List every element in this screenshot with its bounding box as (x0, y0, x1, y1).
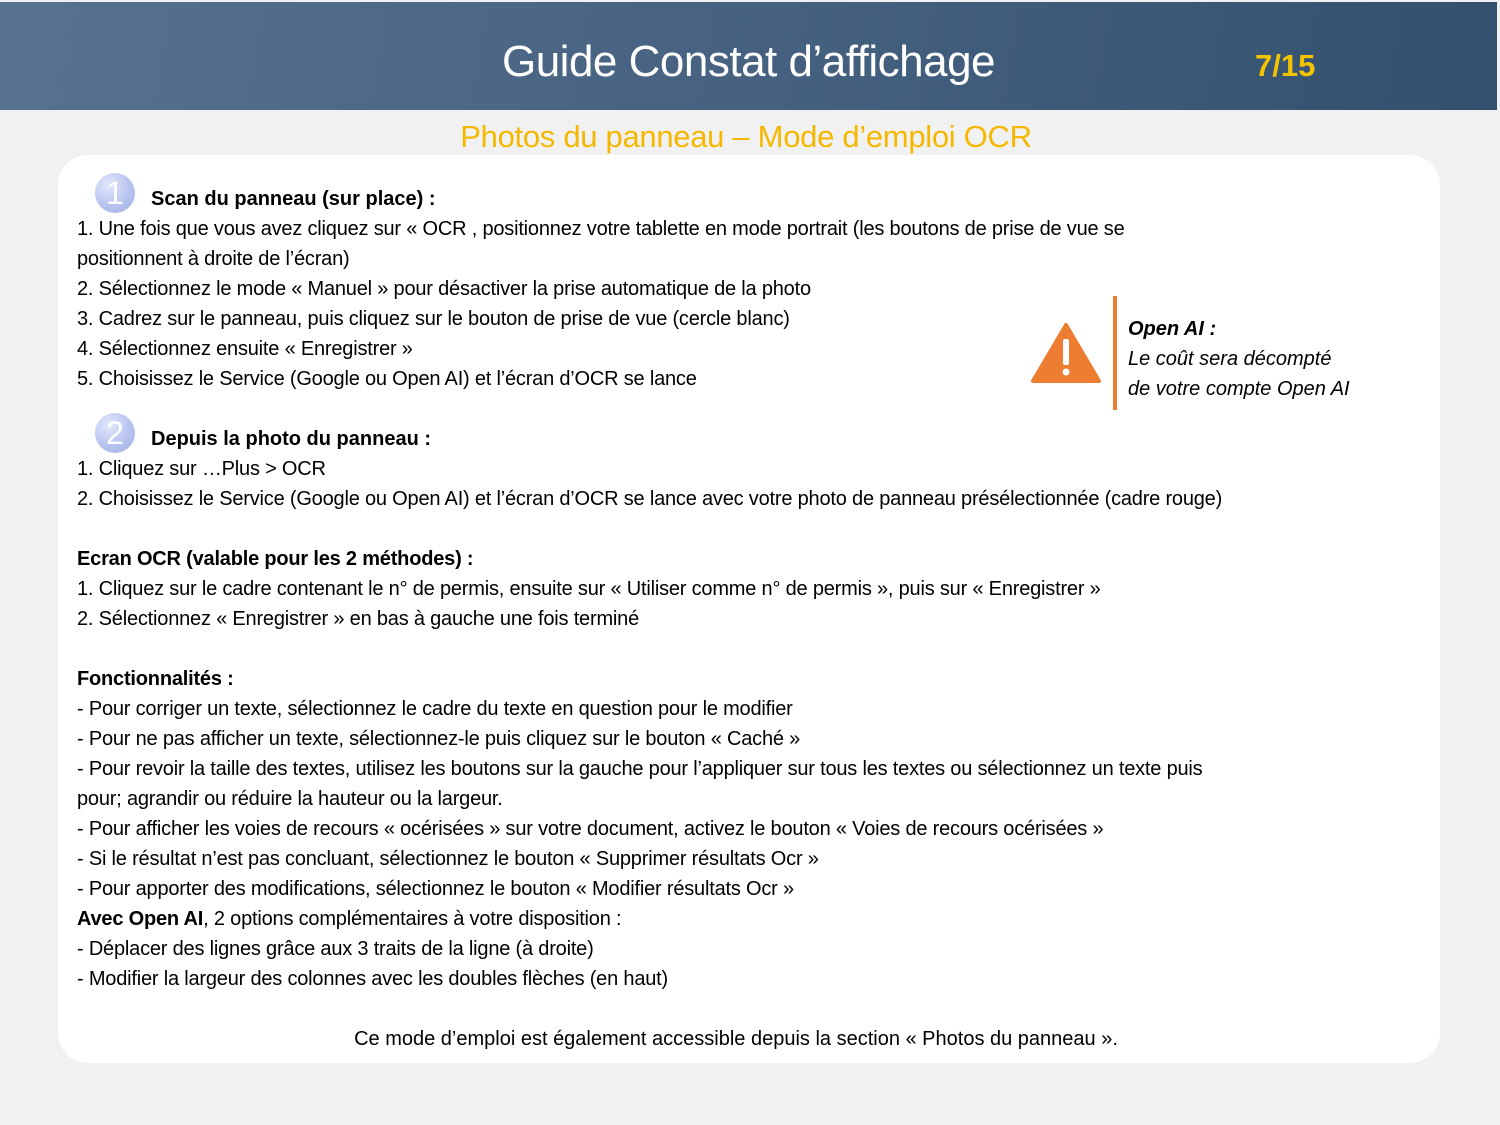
feature-line: - Pour corriger un texte, sélectionnez le cadre du texte en question pour le modifier (77, 698, 793, 720)
ecran-ocr-title: Ecran OCR (valable pour les 2 méthodes) : (77, 548, 474, 570)
openai-bold-label: Avec Open AI (77, 908, 204, 930)
feature-line: pour; agrandir ou réduire la hauteur ou la largeur. (77, 788, 503, 810)
feature-line: - Pour revoir la taille des textes, utilisez les boutons sur la gauche pour l’appliquer sur tous les textes ou sélectionnez un texte puis (77, 758, 1203, 780)
section-1-title: Scan du panneau (sur place) : (151, 188, 436, 210)
section-1-line: positionnent à droite de l’écran) (77, 248, 350, 270)
feature-line: - Si le résultat n’est pas concluant, sélectionnez le bouton « Supprimer résultats Ocr » (77, 848, 819, 870)
section-1-line: 2. Sélectionnez le mode « Manuel » pour désactiver la prise automatique de la photo (77, 278, 811, 300)
section-2-line: 2. Choisissez le Service (Google ou Open AI) et l’écran d’OCR se lance avec votre photo de panneau présélectionnée (cadre rouge) (77, 488, 1223, 510)
warning-icon (1031, 322, 1101, 384)
fonctionnalites-title: Fonctionnalités : (77, 668, 234, 690)
ecran-ocr-line: 2. Sélectionnez « Enregistrer » en bas à gauche une fois terminé (77, 608, 639, 630)
openai-option-line: - Déplacer des lignes grâce aux 3 traits de la ligne (à droite) (77, 938, 594, 960)
ecran-ocr-line: 1. Cliquez sur le cadre contenant le n° de permis, ensuite sur « Utiliser comme n° de permis », puis sur « Enregistrer » (77, 578, 1101, 600)
section-2-title: Depuis la photo du panneau : (151, 428, 431, 450)
openai-option-line: - Modifier la largeur des colonnes avec les doubles flèches (en haut) (77, 968, 668, 990)
header-banner (0, 2, 1497, 110)
openai-options-line (77, 904, 621, 934)
page-indicator: 7/15 (1255, 48, 1316, 83)
step-1-badge: 1 (95, 173, 135, 213)
callout-line: de votre compte Open AI (1128, 378, 1350, 400)
section-1-line: 3. Cadrez sur le panneau, puis cliquez sur le bouton de prise de vue (cercle blanc) (77, 308, 790, 330)
section-2-line: 1. Cliquez sur …Plus > OCR (77, 458, 326, 480)
section-subtitle: Photos du panneau – Mode d’emploi OCR (460, 119, 1032, 154)
feature-line: - Pour apporter des modifications, sélectionnez le bouton « Modifier résultats Ocr » (77, 878, 794, 900)
footer-note: Ce mode d’emploi est également accessible depuis la section « Photos du panneau ». (354, 1028, 1118, 1050)
feature-line: - Pour afficher les voies de recours « océrisées » sur votre document, activez le bouton « Voies de recours océrisées » (77, 818, 1104, 840)
feature-line: - Pour ne pas afficher un texte, sélectionnez-le puis cliquez sur le bouton « Caché » (77, 728, 801, 750)
section-1-line: 4. Sélectionnez ensuite « Enregistrer » (77, 338, 413, 360)
section-1-line: 1. Une fois que vous avez cliquez sur « OCR , positionnez votre tablette en mode portrait (les boutons de prise de vue se (77, 218, 1125, 240)
callout-line: Le coût sera décompté (1128, 348, 1332, 370)
openai-options-text: , 2 options complémentaires à votre disposition : (203, 908, 622, 930)
section-1-line: 5. Choisissez le Service (Google ou Open AI) et l’écran d’OCR se lance (77, 368, 697, 390)
page-title: Guide Constat d’affichage (501, 37, 996, 86)
openai-callout (1128, 314, 1350, 404)
step-2-badge: 2 (95, 413, 135, 453)
callout-title: Open AI : (1128, 318, 1217, 340)
callout-divider (1113, 296, 1117, 410)
